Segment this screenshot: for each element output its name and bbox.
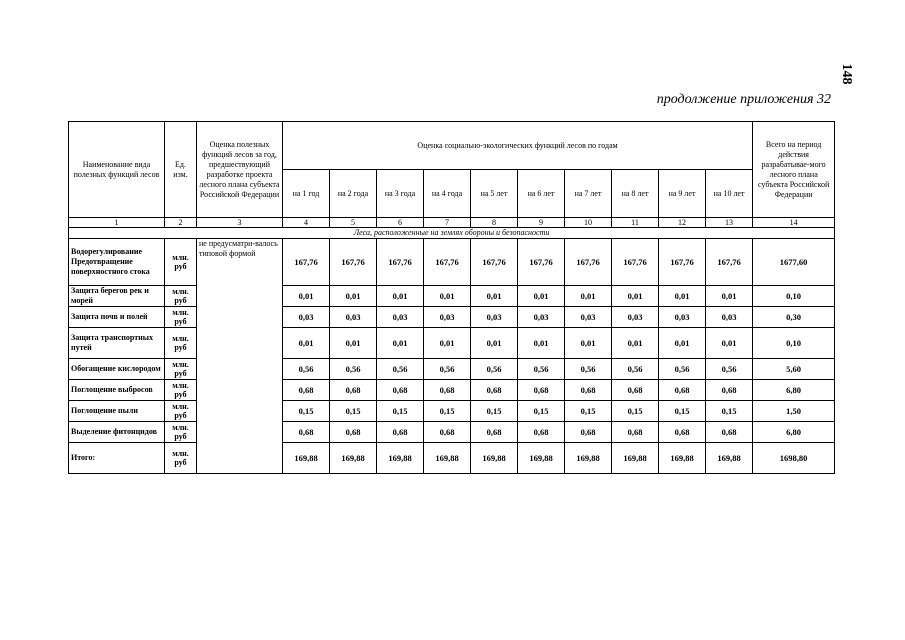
unit-cell: млн. руб [165,328,197,359]
function-name: Защита берегов рек и морей [69,286,165,307]
header-year: на 9 лет [659,170,706,218]
year-value: 0,68 [612,380,659,401]
header-year: на 2 года [330,170,377,218]
year-value: 0,68 [565,422,612,443]
year-value: 0,15 [424,401,471,422]
year-value: 0,01 [612,286,659,307]
header-total: Всего на период действия разрабатывае-мого лесного плана субъекта Российской Федерации [753,122,835,218]
column-number: 12 [659,218,706,228]
period-total: 6,80 [753,422,835,443]
header-year: на 6 лет [518,170,565,218]
column-number: 9 [518,218,565,228]
year-value: 0,56 [706,359,753,380]
year-value: 0,68 [424,422,471,443]
year-value: 0,15 [612,401,659,422]
year-value: 0,56 [471,359,518,380]
year-value: 0,68 [330,422,377,443]
period-total: 5,60 [753,359,835,380]
year-value: 0,68 [471,380,518,401]
year-value: 167,76 [565,239,612,286]
year-value: 0,01 [565,286,612,307]
year-value: 0,01 [659,286,706,307]
year-value: 169,88 [283,443,330,474]
unit-cell: млн. руб [165,380,197,401]
function-name: Защита почв и полей [69,307,165,328]
year-value: 0,68 [330,380,377,401]
year-value: 167,76 [377,239,424,286]
function-name: Выделение фитонцидов [69,422,165,443]
year-value: 0,56 [565,359,612,380]
column-number: 14 [753,218,835,228]
column-numbers-row [69,218,835,228]
column-number: 6 [377,218,424,228]
year-value: 0,01 [565,328,612,359]
unit-cell: млн. руб [165,443,197,474]
total-row [69,443,835,474]
unit-cell: млн. руб [165,286,197,307]
function-name: Поглощение пыли [69,401,165,422]
header-by-years: Оценка социально-экологических функций лесов по годам [283,122,753,170]
year-value: 0,68 [283,422,330,443]
year-value: 0,03 [330,307,377,328]
year-value: 0,01 [706,328,753,359]
table-row [69,307,835,328]
period-total: 1,50 [753,401,835,422]
year-value: 167,76 [424,239,471,286]
column-number: 4 [283,218,330,228]
year-value: 167,76 [283,239,330,286]
year-value: 169,88 [659,443,706,474]
period-total: 1677,60 [753,239,835,286]
header-year: на 1 год [283,170,330,218]
function-name: Поглощение выбросов [69,380,165,401]
year-value: 169,88 [424,443,471,474]
year-value: 169,88 [706,443,753,474]
year-value: 0,68 [706,380,753,401]
year-value: 0,56 [283,359,330,380]
header-year: на 4 года [424,170,471,218]
section-title: Леса, расположенные на землях обороны и безопасности [69,228,835,239]
year-value: 0,68 [612,422,659,443]
function-name: Обогащение кислородом [69,359,165,380]
column-number: 5 [330,218,377,228]
period-total: 1698,80 [753,443,835,474]
year-value: 0,03 [424,307,471,328]
period-total: 0,10 [753,286,835,307]
year-value: 0,01 [424,328,471,359]
year-value: 0,15 [706,401,753,422]
unit-cell: млн. руб [165,401,197,422]
year-value: 0,03 [612,307,659,328]
year-value: 167,76 [330,239,377,286]
appendix-caption: продолжение приложения 32 [656,92,831,107]
year-value: 0,03 [518,307,565,328]
year-value: 0,56 [330,359,377,380]
year-value: 167,76 [706,239,753,286]
year-value: 0,01 [377,328,424,359]
unit-cell: млн. руб [165,307,197,328]
year-value: 0,68 [283,380,330,401]
year-value: 0,68 [518,422,565,443]
table-row [69,328,835,359]
year-value: 0,01 [424,286,471,307]
year-value: 0,15 [565,401,612,422]
year-value: 0,01 [518,286,565,307]
year-value: 0,01 [283,286,330,307]
column-number: 2 [165,218,197,228]
assessment-note: не предусматри-валось типовой формой [197,239,283,474]
year-value: 169,88 [612,443,659,474]
page-number: 148 [839,63,854,85]
year-value: 0,68 [518,380,565,401]
header-year: на 8 лет [612,170,659,218]
header-name: Наименование вида полезных функций лесов [69,122,165,218]
year-value: 0,15 [518,401,565,422]
period-total: 0,30 [753,307,835,328]
year-value: 0,01 [706,286,753,307]
year-value: 167,76 [518,239,565,286]
header-year: на 5 лет [471,170,518,218]
column-number: 10 [565,218,612,228]
header-year: на 3 года [377,170,424,218]
year-value: 0,68 [377,380,424,401]
column-number: 13 [706,218,753,228]
column-number: 7 [424,218,471,228]
year-value: 169,88 [565,443,612,474]
year-value: 169,88 [377,443,424,474]
year-value: 0,56 [424,359,471,380]
unit-cell: млн. руб [165,359,197,380]
year-value: 169,88 [471,443,518,474]
year-value: 0,15 [377,401,424,422]
column-number: 1 [69,218,165,228]
table-row [69,401,835,422]
year-value: 0,68 [659,422,706,443]
year-value: 0,01 [283,328,330,359]
year-value: 0,01 [330,328,377,359]
year-value: 0,03 [283,307,330,328]
year-value: 167,76 [659,239,706,286]
unit-cell: млн. руб [165,422,197,443]
year-value: 0,03 [706,307,753,328]
table-row [69,422,835,443]
year-value: 167,76 [471,239,518,286]
section-row [69,228,835,239]
unit-cell: млн. руб [165,239,197,286]
header-unit: Ед. изм. [165,122,197,218]
year-value: 0,15 [659,401,706,422]
header-year: на 7 лет [565,170,612,218]
period-total: 6,80 [753,380,835,401]
year-value: 0,56 [518,359,565,380]
column-number: 8 [471,218,518,228]
year-value: 0,01 [612,328,659,359]
period-total: 0,10 [753,328,835,359]
year-value: 0,01 [377,286,424,307]
year-value: 0,56 [377,359,424,380]
year-value: 0,15 [471,401,518,422]
year-value: 167,76 [612,239,659,286]
year-value: 0,03 [659,307,706,328]
table-row [69,286,835,307]
year-value: 0,03 [565,307,612,328]
year-value: 0,03 [377,307,424,328]
year-value: 0,68 [565,380,612,401]
table-row [69,239,835,286]
function-name: Водорегулирование Предотвращение поверхностного стока [69,239,165,286]
year-value: 0,56 [612,359,659,380]
year-value: 0,68 [471,422,518,443]
year-value: 0,56 [659,359,706,380]
year-value: 0,03 [471,307,518,328]
year-value: 0,68 [377,422,424,443]
table-row [69,359,835,380]
column-number: 11 [612,218,659,228]
year-value: 169,88 [330,443,377,474]
year-value: 0,01 [471,328,518,359]
column-number: 3 [197,218,283,228]
year-value: 0,01 [659,328,706,359]
year-value: 0,01 [471,286,518,307]
year-value: 0,15 [283,401,330,422]
year-value: 0,15 [330,401,377,422]
header-year: на 10 лет [706,170,753,218]
year-value: 0,01 [518,328,565,359]
function-name: Итого: [69,443,165,474]
year-value: 0,68 [706,422,753,443]
forest-functions-table [68,121,835,474]
function-name: Защита транспортных путей [69,328,165,359]
year-value: 0,01 [330,286,377,307]
year-value: 169,88 [518,443,565,474]
header-assessment: Оценка полезных функций лесов за год, предшествующий разработке проекта лесного плана субъекта Российской Федерации [197,122,283,218]
year-value: 0,68 [424,380,471,401]
table-row [69,380,835,401]
year-value: 0,68 [659,380,706,401]
